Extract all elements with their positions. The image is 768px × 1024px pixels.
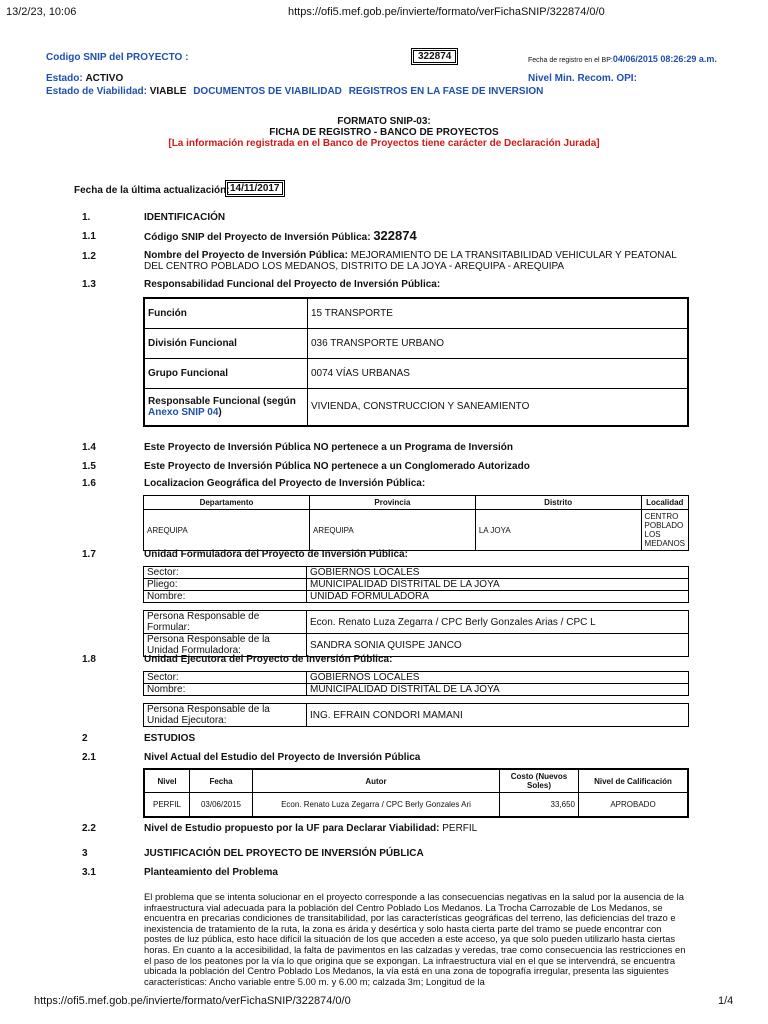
sec12-row bbox=[144, 250, 692, 272]
sec11-num: 1.1 bbox=[82, 231, 96, 242]
loc-loc: CENTRO POBLADO LOS MEDANOS bbox=[641, 510, 688, 551]
ue-sector-label: Sector: bbox=[144, 672, 307, 684]
uf-resp-table bbox=[143, 610, 689, 657]
registros-link[interactable]: REGISTROS EN LA FASE DE INVERSION bbox=[348, 86, 544, 97]
sec22-value: PERFIL bbox=[442, 823, 478, 834]
grupo-label: Grupo Funcional bbox=[144, 358, 308, 388]
ue-sector-value: GOBIERNOS LOCALES bbox=[307, 672, 689, 684]
sec31-num: 3.1 bbox=[82, 867, 96, 878]
ue-nombre-label: Nombre: bbox=[144, 684, 307, 696]
uf-pliego-value: MUNICIPALIDAD DISTRITAL DE LA JOYA bbox=[307, 579, 689, 591]
est-h-fecha: Fecha bbox=[190, 769, 253, 793]
uf-pliego-label: Pliego: bbox=[144, 579, 307, 591]
ue-resp-label: Persona Responsable de la Unidad Ejecutora: bbox=[144, 704, 307, 727]
sec22-label: Nivel de Estudio propuesto por la UF para Declarar Viabilidad: bbox=[144, 823, 440, 834]
sec17-text: Unidad Formuladora del Proyecto de Inversión Pública: bbox=[144, 549, 408, 560]
sec2-title: ESTUDIOS bbox=[144, 733, 196, 744]
nivel-label: Nivel Min. Recom. OPI: bbox=[528, 73, 637, 84]
loc-dist: LA JOYA bbox=[475, 510, 641, 551]
footer-url: https://ofi5.mef.gob.pe/invierte/formato/verFichaSNIP/322874/0/0 bbox=[34, 995, 351, 1007]
codigo-label: Codigo SNIP del PROYECTO : bbox=[46, 52, 189, 63]
fecha-label: Fecha de registro en el BP: bbox=[528, 57, 613, 64]
sec12-num: 1.2 bbox=[82, 251, 96, 262]
loc-h-prov: Provincia bbox=[309, 496, 475, 510]
viabilidad-value: VIABLE bbox=[149, 86, 187, 97]
resp-func-label: Responsable Funcional (según bbox=[148, 395, 296, 407]
sec2-num: 2 bbox=[82, 733, 88, 744]
ue-resp-value: ING. EFRAIN CONDORI MAMANI bbox=[307, 704, 689, 727]
estado-value: ACTIVO bbox=[85, 73, 124, 84]
uf-nombre-label: Nombre: bbox=[144, 591, 307, 603]
uf-sector-value: GOBIERNOS LOCALES bbox=[307, 567, 689, 579]
sec11-row bbox=[144, 228, 704, 243]
sec13-num: 1.3 bbox=[82, 279, 96, 290]
est-nivel: PERFIL bbox=[144, 793, 190, 817]
uf-nombre-value: UNIDAD FORMULADORA bbox=[307, 591, 689, 603]
sec15-text: Este Proyecto de Inversión Pública NO pertenece a un Conglomerado Autorizado bbox=[144, 461, 530, 472]
sec12-label: Nombre del Proyecto de Inversión Pública: bbox=[144, 250, 348, 261]
codigo-value: 322874 bbox=[413, 50, 456, 63]
sec21-num: 2.1 bbox=[82, 752, 96, 763]
uf-formular-label: Persona Responsable de Formular: bbox=[144, 611, 307, 634]
ue-resp-table bbox=[143, 703, 689, 727]
uf-table bbox=[143, 566, 689, 603]
form-title bbox=[0, 116, 768, 149]
uf-resp-value: SANDRA SONIA QUISPE JANCO bbox=[307, 634, 689, 657]
sec13-title: Responsabilidad Funcional del Proyecto de Inversión Pública: bbox=[144, 279, 441, 290]
est-calif: APROBADO bbox=[579, 793, 689, 817]
uf-formular-value: Econ. Renato Luza Zegarra / CPC Berly Gonzales Arias / CPC L bbox=[307, 611, 689, 634]
anexo-snip-link[interactable]: Anexo SNIP 04 bbox=[148, 406, 219, 418]
est-h-autor: Autor bbox=[253, 769, 500, 793]
resp-func-close: ) bbox=[218, 406, 222, 418]
sec14-text: Este Proyecto de Inversión Pública NO pertenece a un Programa de Inversión bbox=[144, 442, 514, 453]
sec11-value: 322874 bbox=[373, 228, 417, 243]
estado-row bbox=[46, 73, 123, 84]
update-label: Fecha de la última actualización: bbox=[74, 185, 230, 196]
uf-resp-label: Persona Responsable de la Unidad Formuladora: bbox=[144, 634, 307, 657]
loc-dep: AREQUIPA bbox=[144, 510, 310, 551]
sec22-num: 2.2 bbox=[82, 823, 96, 834]
resp-func-cell bbox=[144, 388, 308, 426]
footer-page: 1/4 bbox=[718, 995, 734, 1007]
sec16-text: Localizacion Geográfica del Proyecto de Inversión Pública: bbox=[144, 478, 426, 489]
sec1-num: 1. bbox=[82, 212, 91, 223]
print-datetime: 13/2/23, 10:06 bbox=[6, 6, 77, 18]
est-h-costo: Costo (Nuevos Soles) bbox=[500, 769, 579, 793]
sec17-num: 1.7 bbox=[82, 549, 96, 560]
grupo-value: 0074 VÍAS URBANAS bbox=[308, 358, 689, 388]
funcion-label: Función bbox=[144, 298, 308, 328]
funcional-table bbox=[143, 297, 689, 427]
sec14-num: 1.4 bbox=[82, 442, 96, 453]
title-line2: FICHA DE REGISTRO - BANCO DE PROYECTOS bbox=[269, 127, 499, 138]
sec18-num: 1.8 bbox=[82, 654, 96, 665]
sec3-num: 3 bbox=[82, 848, 88, 859]
documentos-link[interactable]: DOCUMENTOS DE VIABILIDAD bbox=[193, 86, 342, 97]
sec3-title: JUSTIFICACIÓN DEL PROYECTO DE INVERSIÓN PÚBLICA bbox=[144, 848, 424, 859]
sec11-label: Código SNIP del Proyecto de Inversión Pública: bbox=[144, 232, 371, 243]
loc-h-dep: Departamento bbox=[144, 496, 310, 510]
viabilidad-label: Estado de Viabilidad: bbox=[46, 86, 147, 97]
estado-label: Estado: bbox=[46, 73, 83, 84]
sec1-title: IDENTIFICACIÓN bbox=[144, 212, 226, 223]
viabilidad-row bbox=[46, 86, 543, 97]
print-url: https://ofi5.mef.gob.pe/invierte/formato/verFichaSNIP/322874/0/0 bbox=[288, 6, 605, 18]
fecha-registro bbox=[528, 54, 717, 64]
est-h-nivel: Nivel bbox=[144, 769, 190, 793]
est-autor: Econ. Renato Luza Zegarra / CPC Berly Gonzales Ari bbox=[253, 793, 500, 817]
localizacion-table bbox=[143, 495, 689, 551]
sec31-title: Planteamiento del Problema bbox=[144, 867, 278, 878]
funcion-value: 15 TRANSPORTE bbox=[308, 298, 689, 328]
ue-nombre-value: MUNICIPALIDAD DISTRITAL DE LA JOYA bbox=[307, 684, 689, 696]
est-costo: 33,650 bbox=[500, 793, 579, 817]
update-value: 14/11/2017 bbox=[227, 182, 283, 195]
sec16-num: 1.6 bbox=[82, 478, 96, 489]
sec12-value: MEJORAMIENTO DE LA TRANSITABILIDAD VEHICULAR Y PEATONAL DEL CENTRO POBLADO LOS MEDANOS, DISTRITO DE LA JOYA - AREQUIPA - AREQUIPA bbox=[144, 250, 677, 272]
est-fecha: 03/06/2015 bbox=[190, 793, 253, 817]
loc-h-dist: Distrito bbox=[475, 496, 641, 510]
loc-h-loc: Localidad bbox=[641, 496, 688, 510]
fecha-value: 04/06/2015 08:26:29 a.m. bbox=[612, 54, 717, 64]
ue-table bbox=[143, 671, 689, 696]
sec18-text: Unidad Ejecutora del Proyecto de Inversión Pública: bbox=[144, 654, 393, 665]
loc-prov: AREQUIPA bbox=[309, 510, 475, 551]
est-h-calif: Nivel de Calificación bbox=[579, 769, 689, 793]
title-line1: FORMATO SNIP-03: bbox=[337, 116, 431, 127]
problema-text: El problema que se intenta solucionar en el proyecto corresponde a las consecuencias negativas en la salud por la ausencia de la infraestructura vial adecuada para la población del Centro Poblado Los Medanos. La Trocha Carrozable de Los Medanos, se encuentra en precarias condiciones de transitabilidad, por las características geográficas del terreno, las deficiencias del trazo e inexistencia de tratamiento de la ruta, la zona es árida y desértica y solo hasta cierta parte del tramo se puede encontrar con postes de luz pública, esto hace difícil la situación de los que acceden a este acceso, ya que solo pueden utilizarlo hasta ciertas horas. En cuanto a la accesibilidad, la falta de pavimentos en las calzadas y veredas, trae como consecuencia las restricciones en el paso de los peatones por la vía lo que origina que se expongan. La infraestructura vial en el que se intervendrá, se encuentra ubicada la población del Centro Poblado Los Medanos, la vía está en una zona de topografía irregular, presenta las siguientes características: Ancho variable entre 5.00 m. y 6.00 m; calzada 3m; Longitud de la bbox=[144, 892, 686, 987]
sec21-text: Nivel Actual del Estudio del Proyecto de Inversión Pública bbox=[144, 752, 421, 763]
title-line3: [La información registrada en el Banco de Proyectos tiene carácter de Declaración Jurada] bbox=[168, 138, 600, 149]
division-value: 036 TRANSPORTE URBANO bbox=[308, 328, 689, 358]
sec15-num: 1.5 bbox=[82, 461, 96, 472]
division-label: División Funcional bbox=[144, 328, 308, 358]
sec22-row bbox=[144, 823, 704, 834]
estudios-table bbox=[143, 768, 689, 818]
resp-func-value: VIVIENDA, CONSTRUCCION Y SANEAMIENTO bbox=[308, 388, 689, 426]
uf-sector-label: Sector: bbox=[144, 567, 307, 579]
